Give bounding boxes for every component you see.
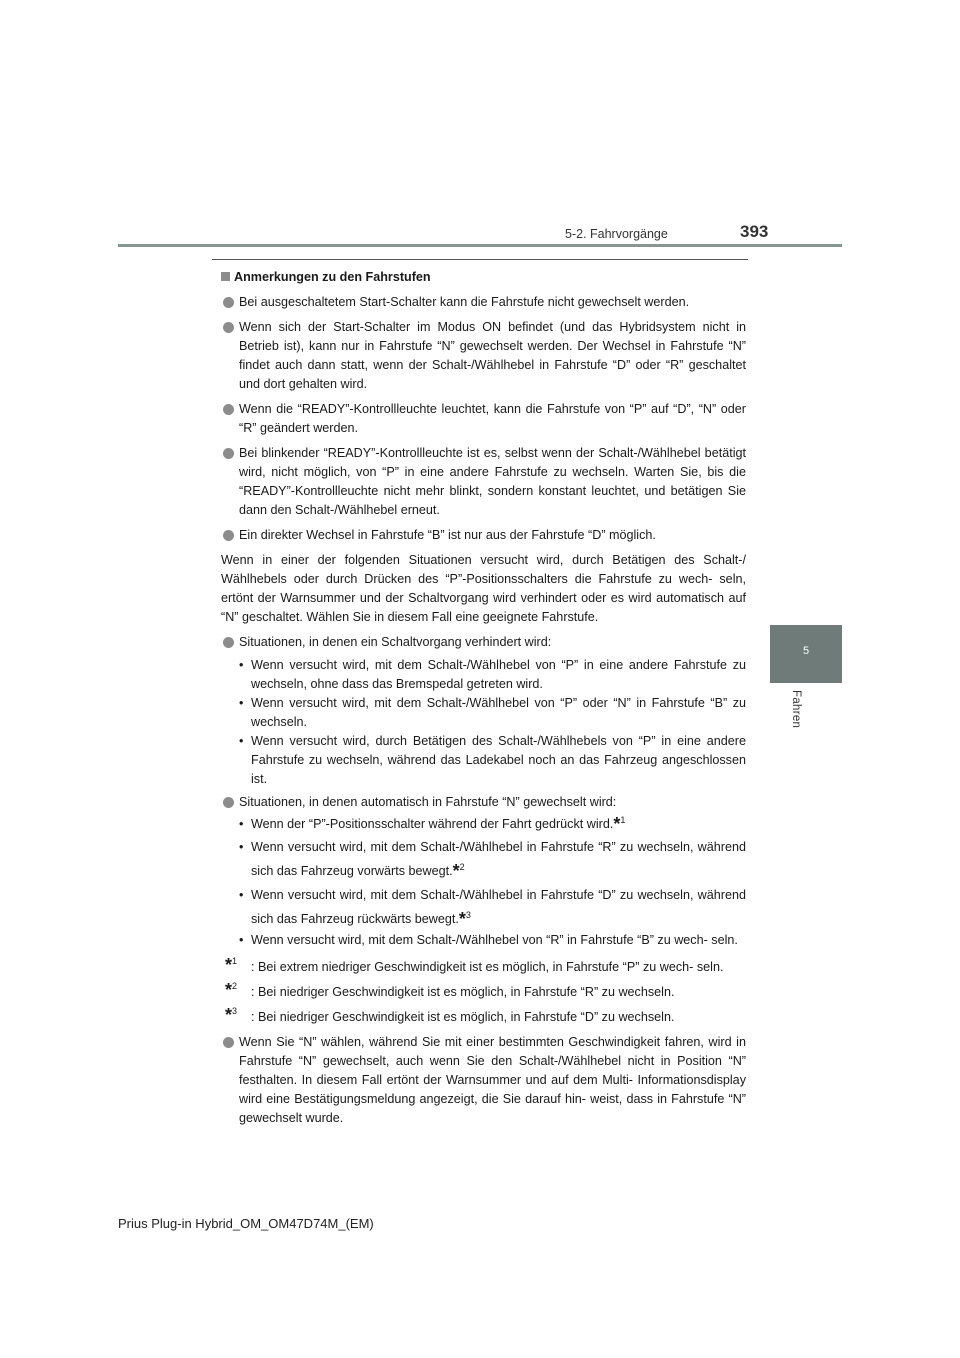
sub-list-item: • Wenn versucht wird, mit dem Schalt-/Wählhebel in Fahrstufe “R” zu wechseln, während sich das Fahrzeug vorwärts bewegt.*$^2$ (239, 840, 746, 881)
list-item: Bei ausgeschaltetem Start-Schalter kann die Fahrstufe nicht gewechselt werden. (221, 293, 746, 312)
list-item: Situationen, in denen automatisch in Fahrstufe “N” gewechselt wird: (221, 793, 746, 812)
page-content (221, 268, 746, 1134)
chapter-tab (770, 625, 842, 683)
bullet-dot-icon (223, 297, 234, 308)
page-number: 393 (740, 222, 769, 241)
bullet-dot-icon (223, 322, 234, 333)
list-item: Wenn sich der Start-Schalter im Modus ON befindet (und das Hybridsystem nicht in Betrieb ist), kann nur in Fahrstufe “N” gewechselt werden. Der Wechsel in Fahrstufe “N” findet auch dann statt, wenn der Schalt-/Wählhebel in Fahrstufe “D” oder “R” geschaltet und dort gehalten wird. (221, 318, 746, 394)
bullet-dot-icon (223, 1037, 234, 1048)
bullet-dot-icon (223, 404, 234, 415)
list-item: Wenn die “READY”-Kontrollleuchte leuchtet, kann die Fahrstufe von “P” auf “D”, “N” oder “R” geändert werden. (221, 400, 746, 438)
sub-list-automatic (221, 814, 746, 950)
square-bullet-icon (221, 272, 230, 281)
section-heading: Anmerkungen zu den Fahrstufen (221, 268, 746, 287)
chapter-label: Fahren (790, 690, 802, 729)
list-item: Wenn Sie “N” wählen, während Sie mit einer bestimmten Geschwindigkeit fahren, wird in Fahrstufe “N” gewechselt, auch wenn Sie den Schalt-/Wählhebel nicht in Position “N” festhalten. In diesem Fall ertönt der Warnsummer und auf dem Multi- Informationsdisplay wird eine Bestätigungsmeldung angezeigt, die Sie darauf hin- weist, dass in Fahrstufe “N” gewechselt wurde. (221, 1033, 746, 1128)
sub-list-prevented (221, 656, 746, 789)
bullet-dot-icon (223, 797, 234, 808)
bullet-dot-icon (223, 448, 234, 459)
list-item: Situationen, in denen ein Schaltvorgang verhindert wird: (221, 633, 746, 652)
sub-list-item: • Wenn versucht wird, mit dem Schalt-/Wählhebel von “R” in Fahrstufe “B” zu wech- seln. (239, 933, 738, 947)
intro-paragraph: Wenn in einer der folgenden Situationen versucht wird, durch Betätigen des Schalt-/ Wählhebels oder durch Drücken des “P”-Positionsschalters die Fahrstufe zu wech- seln, ertönt der Warnsummer und der Schaltvorgang wird verhindert oder es wird automatisch auf “N” geschaltet. Wählen Sie in diesem Fall eine geeignete Fahrstufe. (221, 553, 746, 624)
sub-list-item: • Wenn versucht wird, mit dem Schalt-/Wählhebel in Fahrstufe “D” zu wechseln, während sich das Fahrzeug rückwärts bewegt.*$^3$ (239, 888, 746, 929)
bullet-dot-icon (223, 637, 234, 648)
sub-list-item: • Wenn versucht wird, durch Betätigen des Schalt-/Wählhebels von “P” in eine andere Fahrstufe zu wechseln, während das Ladekabel noch an das Fahrzeug angeschlossen ist. (239, 734, 746, 786)
header-rule (118, 244, 842, 247)
sub-list-item: • Wenn der “P”-Positionsschalter während der Fahrt gedrückt wird.*$^1$ (239, 814, 626, 834)
section-reference: 5-2. Fahrvorgänge (565, 227, 668, 241)
list-item: Bei blinkender “READY”-Kontrollleuchte ist es, selbst wenn der Schalt-/Wählhebel betätigt wird, nicht möglich, von “P” in eine andere Fahrstufe zu wechseln. Warten Sie, bis die “READY”-Kontrollleuchte nicht mehr blinkt, sondern konstant leuchtet, und betätigen Sie dann den Schalt-/Wählhebel erneut. (221, 444, 746, 520)
footnote: *$^1$ : Bei extrem niedriger Geschwindigkeit ist es möglich, in Fahrstufe “P” zu wech- seln. (225, 955, 724, 975)
sub-list-item: • Wenn versucht wird, mit dem Schalt-/Wählhebel von “P” in eine andere Fahrstufe zu wechseln, ohne dass das Bremspedal getreten wird. (239, 658, 746, 691)
footnote: *$^2$ : Bei niedriger Geschwindigkeit ist es möglich, in Fahrstufe “R” zu wechseln. (225, 980, 675, 1000)
content-top-rule (212, 259, 748, 260)
document-footer: Prius Plug-in Hybrid_OM_OM47D74M_(EM) (118, 1216, 374, 1231)
chapter-number: 5 (802, 645, 810, 657)
list-item: Ein direkter Wechsel in Fahrstufe “B” ist nur aus der Fahrstufe “D” möglich. (221, 526, 746, 545)
footnote: *$^3$ : Bei niedriger Geschwindigkeit ist es möglich, in Fahrstufe “D” zu wechseln. (225, 1005, 675, 1025)
sub-list-item: • Wenn versucht wird, mit dem Schalt-/Wählhebel von “P” oder “N” in Fahrstufe “B” zu wechseln. (239, 696, 746, 729)
bullet-dot-icon (223, 530, 234, 541)
